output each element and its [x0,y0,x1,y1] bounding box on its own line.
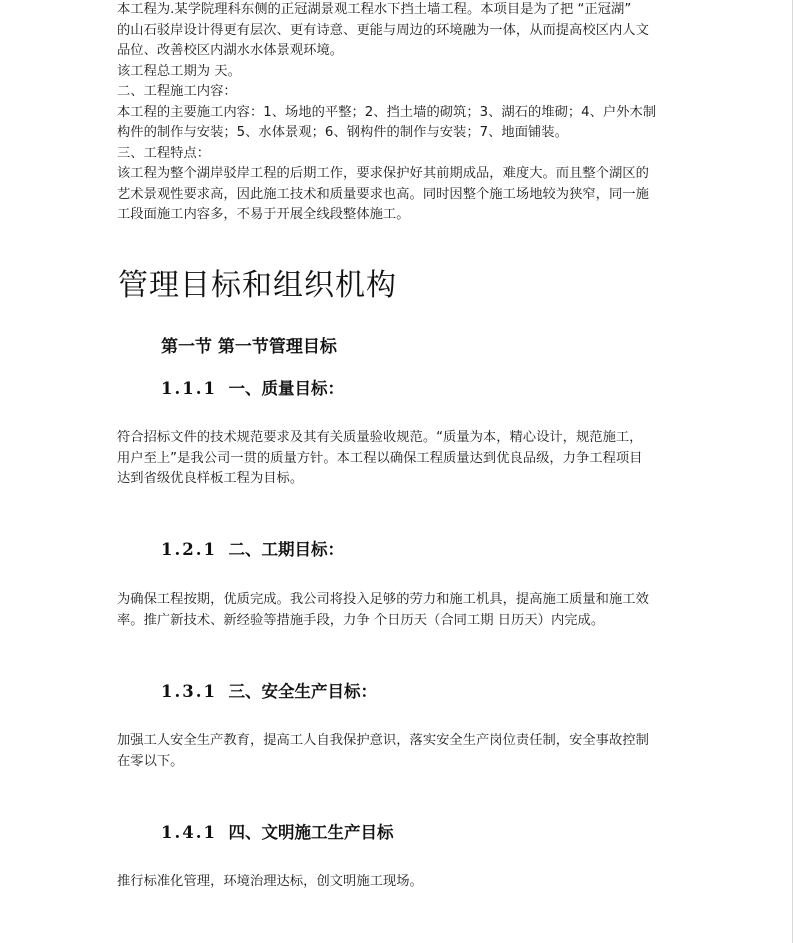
quality-goal-text [117,428,677,490]
heading-text: 四、文明施工生产目标 [228,823,394,842]
intro-paragraph-line: 本工程为.某学院理科东侧的正冠湖景观工程水下挡土墙工程。本项目是为了把 “正冠湖” [117,2,632,17]
intro-text [117,0,677,226]
heading-text: 三、安全生产目标： [228,682,377,701]
paragraph-line: 达到省级优良样板工程为目标。 [117,471,304,486]
project-features-line: 艺术景观性要求高，因此施工技术和质量要求也高。同时因整个施工场地较为狭窄，同一施 [117,186,649,202]
civilized-construction-goal-heading [161,821,393,845]
heading-number: 1.2.1 [161,540,217,559]
paragraph-line: 率。推广新技术、新经验等措施手段，力争 个日历天（合同工期 日历天）内完成。 [117,612,605,628]
paragraph-line: 用户至上”是我公司一贯的质量方针。本工程以确保工程质量达到优良品级，力争工程项目 [117,450,643,466]
construction-content-line: 构件的制作与安装；5、水体景观；6、钢构件的制作与安装；7、地面铺装。 [117,125,568,140]
paragraph-line: 符合招标文件的技术规范要求及其有关质量验收规范。“质量为本，精心设计，规范施工， [117,430,643,445]
safety-goal-text [117,731,677,772]
heading-number: 1.3.1 [161,682,217,701]
heading-number: 1.4.1 [161,823,217,842]
paragraph-line: 加强工人安全生产教育，提高工人自我保护意识，落实安全生产岗位责任制，安全事故控制 [117,733,649,748]
intro-paragraph-line: 的山石驳岸设计得更有层次、更有诗意、更能与周边的环境融为一体，从而提高校区内人文 [117,22,649,38]
total-duration-line: 该工程总工期为 天。 [117,63,241,79]
heading-text: 一、质量目标： [228,379,344,398]
paragraph-line: 在零以下。 [117,753,184,769]
construction-content-line: 本工程的主要施工内容：1、场地的平整；2、挡土墙的砌筑；3、湖石的堆砌；4、户外木制 [117,104,657,120]
heading-text: 二、工期目标： [228,540,344,559]
paragraph-line: 为确保工程按期，优质完成。我公司将投入足够的劳力和施工机具，提高施工质量和施工效 [117,592,649,607]
paragraph-line: 推行标准化管理，环境治理达标，创文明施工现场。 [117,874,423,889]
quality-goal-heading [161,377,344,401]
civilized-construction-goal-text [117,872,677,893]
safety-goal-heading [161,680,377,704]
section-title: 第一节 第一节管理目标 [161,337,337,357]
heading-number: 1.1.1 [161,379,217,398]
intro-paragraph-line: 品位、改善校区内湖水水体景观环境。 [117,43,344,58]
project-features-heading: 三、工程特点： [117,145,211,161]
construction-content-heading: 二、工程施工内容： [117,84,237,99]
project-features-line: 该工程为整个湖岸驳岸工程的后期工作，要求保护好其前期成品，难度大。而且整个湖区的 [117,166,649,181]
chapter-title: 管理目标和组织机构 [118,268,397,303]
schedule-goal-text [117,590,677,631]
project-features-line: 工段面施工内容多，不易于开展全线段整体施工。 [117,207,410,222]
schedule-goal-heading [161,538,344,562]
